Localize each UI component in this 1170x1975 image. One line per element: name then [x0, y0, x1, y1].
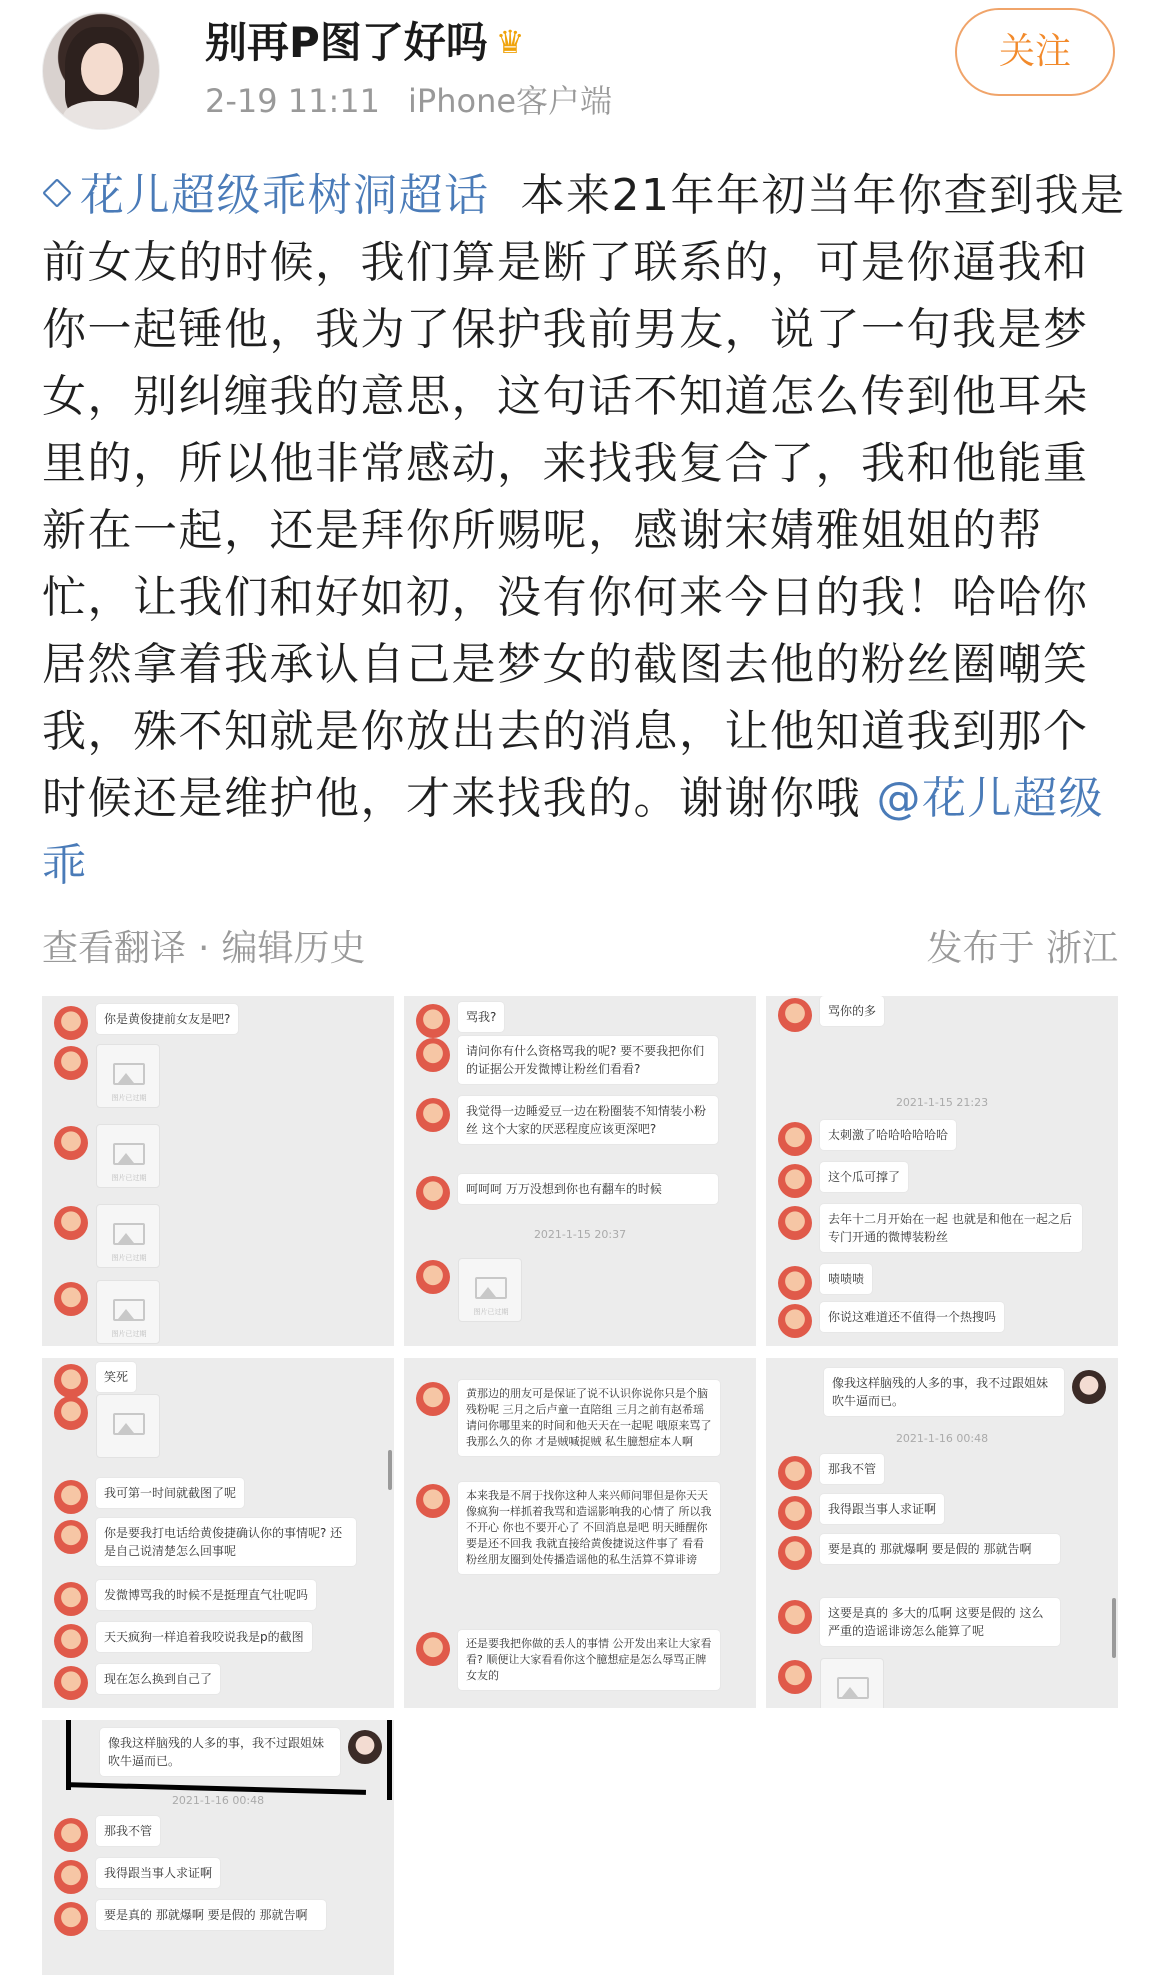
chat-row: [100, 1728, 382, 1776]
cartoon-avatar-icon: [778, 1660, 812, 1694]
expired-caption: 图片已过期: [111, 1094, 147, 1102]
cartoon-avatar-icon: [416, 1176, 450, 1210]
screenshot-image-7[interactable]: [42, 1720, 394, 1975]
chat-row: [54, 1900, 326, 1936]
chat-row: [416, 1002, 504, 1038]
expired-image-icon: [96, 1044, 160, 1108]
chat-row: [778, 1120, 956, 1156]
cartoon-avatar-icon: [778, 1206, 812, 1240]
chat-row: [54, 1394, 160, 1458]
cartoon-avatar-icon: [54, 1126, 88, 1160]
cartoon-avatar-icon: [416, 1382, 450, 1416]
cartoon-avatar-icon: [54, 1046, 88, 1080]
cartoon-avatar-icon: [778, 1122, 812, 1156]
chat-bubble: 啧啧啧: [820, 1264, 872, 1294]
chat-row: [778, 1204, 1082, 1252]
chat-row: [54, 1362, 136, 1398]
translate-link[interactable]: 查看翻译: [42, 928, 187, 969]
chat-bubble: 骂我?: [458, 1002, 504, 1032]
expired-image-icon: [96, 1394, 160, 1458]
cartoon-avatar-icon: [416, 1484, 450, 1518]
chat-row: [778, 1534, 1060, 1570]
chat-scrollbar: [388, 1450, 392, 1490]
expired-caption: 图片已过期: [473, 1308, 509, 1316]
supertopic-link[interactable]: [42, 170, 490, 221]
chat-bubble: 这要是真的 多大的瓜啊 这要是假的 这么严重的造谣诽谤怎么能算了呢: [820, 1598, 1060, 1646]
chat-scrollbar: [1112, 1598, 1116, 1658]
chat-row: [778, 996, 884, 1032]
chat-row: [778, 1302, 1004, 1338]
chat-bubble: 那我不管: [820, 1454, 884, 1484]
chat-bubble: 发微博骂我的时候不是挺理直气壮呢吗: [96, 1580, 316, 1610]
chat-bubble: 像我这样脑残的人多的事，我不过跟姐妹吹牛逼而已。: [100, 1728, 340, 1776]
expired-caption: 图片已过期: [111, 1174, 147, 1182]
chat-bubble: 现在怎么换到自己了: [96, 1664, 220, 1694]
meta-separator: ·: [198, 928, 210, 969]
cartoon-avatar-icon: [54, 1480, 88, 1514]
cartoon-avatar-icon: [54, 1006, 88, 1040]
drawn-mark: [66, 1720, 71, 1790]
post-meta-line: [205, 76, 612, 122]
cartoon-avatar-icon: [54, 1282, 88, 1316]
username[interactable]: [205, 10, 524, 70]
username-text[interactable]: 别再P图了好吗: [205, 18, 488, 67]
edit-history-link[interactable]: 编辑历史: [221, 928, 366, 969]
user-avatar[interactable]: [42, 12, 160, 130]
chat-row: [54, 1622, 312, 1658]
chat-bubble: 我可第一时间就截图了呢: [96, 1478, 244, 1508]
chat-row: [54, 1580, 316, 1616]
supertopic-diamond-icon: [42, 178, 72, 208]
chat-row: [416, 1258, 522, 1322]
chat-row: [54, 1044, 160, 1108]
chat-bubble: 骂你的多: [820, 996, 884, 1026]
chat-row: [778, 1598, 1060, 1646]
cartoon-avatar-icon: [416, 1260, 450, 1294]
chat-bubble: 我觉得一边睡爱豆一边在粉圈装不知情装小粉丝 这个大家的厌恶程度应该更深吧?: [458, 1096, 718, 1144]
cartoon-avatar-icon: [54, 1666, 88, 1700]
chat-bubble: 天天疯狗一样追着我咬说我是p的截图: [96, 1622, 312, 1652]
avatar-face: [81, 43, 123, 95]
chat-row: [54, 1004, 238, 1040]
expired-image-icon: [96, 1204, 160, 1268]
post-text: 本来21年年初当年你查到我是前女友的时候，我们算是断了联系的，可是你逼我和你一起锤他，我为了保护我前男友，说了一句我是梦女，别纠缠我的意思，这句话不知道怎么传到他耳朵里的，所以他非常感动，来找我复合了，我和他能重新在一起，还是拜你所赐呢，感谢宋婧雅姐姐的帮忙，让我们和好如初，没有你何来今日的我！哈哈你居然拿着我承认自己是梦女的截图去他的粉丝圈嘲笑我，殊不知就是你放出去的消息，让他知道我到那个时候还是维护他，才来找我的。谢谢你哦: [42, 170, 1126, 824]
post-body: [42, 162, 1132, 899]
cartoon-avatar-icon: [54, 1902, 88, 1936]
expired-image-icon: [458, 1258, 522, 1322]
avatar-body: [63, 101, 141, 130]
cartoon-avatar-icon: [54, 1860, 88, 1894]
chat-bubble: 请问你有什么资格骂我的呢? 要不要我把你们的证据公开发微博让粉丝们看看?: [458, 1036, 718, 1084]
cartoon-avatar-icon: [778, 1164, 812, 1198]
chat-row: [778, 1454, 884, 1490]
drawn-mark: [387, 1720, 392, 1800]
post-actions-line: [42, 920, 1118, 971]
chat-bubble: 你说这难道还不值得一个热搜吗: [820, 1302, 1004, 1332]
screenshot-image-3[interactable]: [766, 996, 1118, 1346]
chat-row: [416, 1174, 718, 1210]
cartoon-avatar-icon: [416, 1098, 450, 1132]
chat-row: [778, 1494, 944, 1530]
user-photo-avatar: [348, 1730, 382, 1764]
cartoon-avatar-icon: [778, 1266, 812, 1300]
expired-caption: 图片已过期: [111, 1330, 147, 1338]
chat-row: [416, 1380, 720, 1456]
chat-timestamp: 2021-1-15 20:37: [533, 1228, 627, 1241]
follow-button[interactable]: 关注: [955, 8, 1115, 96]
chat-row: [54, 1124, 160, 1188]
chat-row: [778, 1264, 872, 1300]
supertopic-label[interactable]: 花儿超级乖树洞超话: [80, 170, 490, 221]
chat-bubble: 我得跟当事人求证啊: [96, 1858, 220, 1888]
chat-bubble: 要是真的 那就爆啊 要是假的 那就告啊: [96, 1900, 326, 1930]
chat-bubble: 去年十二月开始在一起 也就是和他在一起之后专门开通的微博装粉丝: [820, 1204, 1082, 1252]
cartoon-avatar-icon: [778, 998, 812, 1032]
post-location: 发布于 浙江: [926, 928, 1118, 969]
chat-row: [54, 1518, 356, 1566]
chat-row: [54, 1478, 244, 1514]
cartoon-avatar-icon: [54, 1818, 88, 1852]
screenshot-image-6[interactable]: [766, 1358, 1118, 1708]
expired-image-icon: [96, 1124, 160, 1188]
cartoon-avatar-icon: [778, 1456, 812, 1490]
cartoon-avatar-icon: [54, 1206, 88, 1240]
chat-bubble: 呵呵呵 万万没想到你也有翻车的时候: [458, 1174, 718, 1204]
chat-bubble: 还是要我把你做的丢人的事情 公开发出来让大家看看? 顺便让大家看看你这个臆想症是怎么辱骂正牌女友的: [458, 1630, 720, 1690]
cartoon-avatar-icon: [778, 1536, 812, 1570]
chat-row: [416, 1096, 718, 1144]
cartoon-avatar-icon: [54, 1624, 88, 1658]
cartoon-avatar-icon: [54, 1520, 88, 1554]
crown-icon: ♛: [495, 23, 525, 61]
chat-timestamp: 2021-1-16 00:48: [171, 1794, 265, 1807]
chat-row: [54, 1858, 220, 1894]
chat-row: [54, 1280, 160, 1344]
post-date: 2-19 11:11: [205, 82, 381, 120]
chat-row: [778, 1658, 884, 1708]
cartoon-avatar-icon: [778, 1496, 812, 1530]
mention-link[interactable]: @花儿超级乖: [42, 773, 1104, 891]
chat-row: [416, 1036, 718, 1084]
drawn-mark: [66, 1782, 366, 1795]
chat-row: [824, 1368, 1106, 1416]
cartoon-avatar-icon: [778, 1304, 812, 1338]
screenshot-image-1[interactable]: [42, 996, 394, 1346]
cartoon-avatar-icon: [54, 1364, 88, 1398]
chat-bubble: 要是真的 那就爆啊 要是假的 那就告啊: [820, 1534, 1060, 1564]
chat-bubble: 那我不管: [96, 1816, 160, 1846]
chat-row: [416, 1630, 720, 1690]
cartoon-avatar-icon: [778, 1600, 812, 1634]
chat-row: [54, 1816, 160, 1852]
cartoon-avatar-icon: [416, 1004, 450, 1038]
chat-timestamp: 2021-1-16 00:48: [895, 1432, 989, 1445]
expired-image-icon: [96, 1280, 160, 1344]
post-header: [0, 0, 1170, 140]
chat-row: [778, 1162, 908, 1198]
chat-bubble: 本来我是不屑于找你这种人来兴师问罪但是你天天像疯狗一样抓着我骂和造谣影响我的心情了 所以我不开心 你也不要开心了 不回消息是吧 明天睡醒你要是还不回我 我就直接给黄俊捷说这件事了 看看粉丝朋友圈到处传播造谣他的私生活算不算诽谤: [458, 1482, 720, 1574]
screenshot-image-4[interactable]: [42, 1358, 394, 1708]
chat-bubble: 你是黄俊捷前女友是吧?: [96, 1004, 238, 1034]
cartoon-avatar-icon: [416, 1038, 450, 1072]
chat-row: [416, 1482, 720, 1574]
expired-image-icon: [820, 1658, 884, 1708]
chat-row: [54, 1204, 160, 1268]
chat-row: [54, 1664, 220, 1700]
chat-bubble: 我得跟当事人求证啊: [820, 1494, 944, 1524]
post-source: iPhone客户端: [408, 82, 613, 120]
cartoon-avatar-icon: [54, 1582, 88, 1616]
screenshot-image-5[interactable]: [404, 1358, 756, 1708]
screenshot-image-2[interactable]: [404, 996, 756, 1346]
cartoon-avatar-icon: [416, 1632, 450, 1666]
user-photo-avatar: [1072, 1370, 1106, 1404]
chat-bubble: 黄那边的朋友可是保证了说不认识你说你只是个脑残粉呢 三月之后卢童一直陪组 三月之前有赵希瑶 请问你哪里来的时间和他天天在一起呢 哦原来骂了我那么久的你 才是贼喊捉贼 私生臆想症本人啊: [458, 1380, 720, 1456]
chat-bubble: 你是要我打电话给黄俊捷确认你的事情呢? 还是自己说清楚怎么回事呢: [96, 1518, 356, 1566]
cartoon-avatar-icon: [54, 1396, 88, 1430]
chat-timestamp: 2021-1-15 21:23: [895, 1096, 989, 1109]
chat-bubble: 太刺激了哈哈哈哈哈哈: [820, 1120, 956, 1150]
chat-bubble: 像我这样脑残的人多的事，我不过跟姐妹吹牛逼而已。: [824, 1368, 1064, 1416]
expired-caption: 图片已过期: [111, 1254, 147, 1262]
chat-bubble: 笑死: [96, 1362, 136, 1392]
chat-bubble: 这个瓜可撑了: [820, 1162, 908, 1192]
